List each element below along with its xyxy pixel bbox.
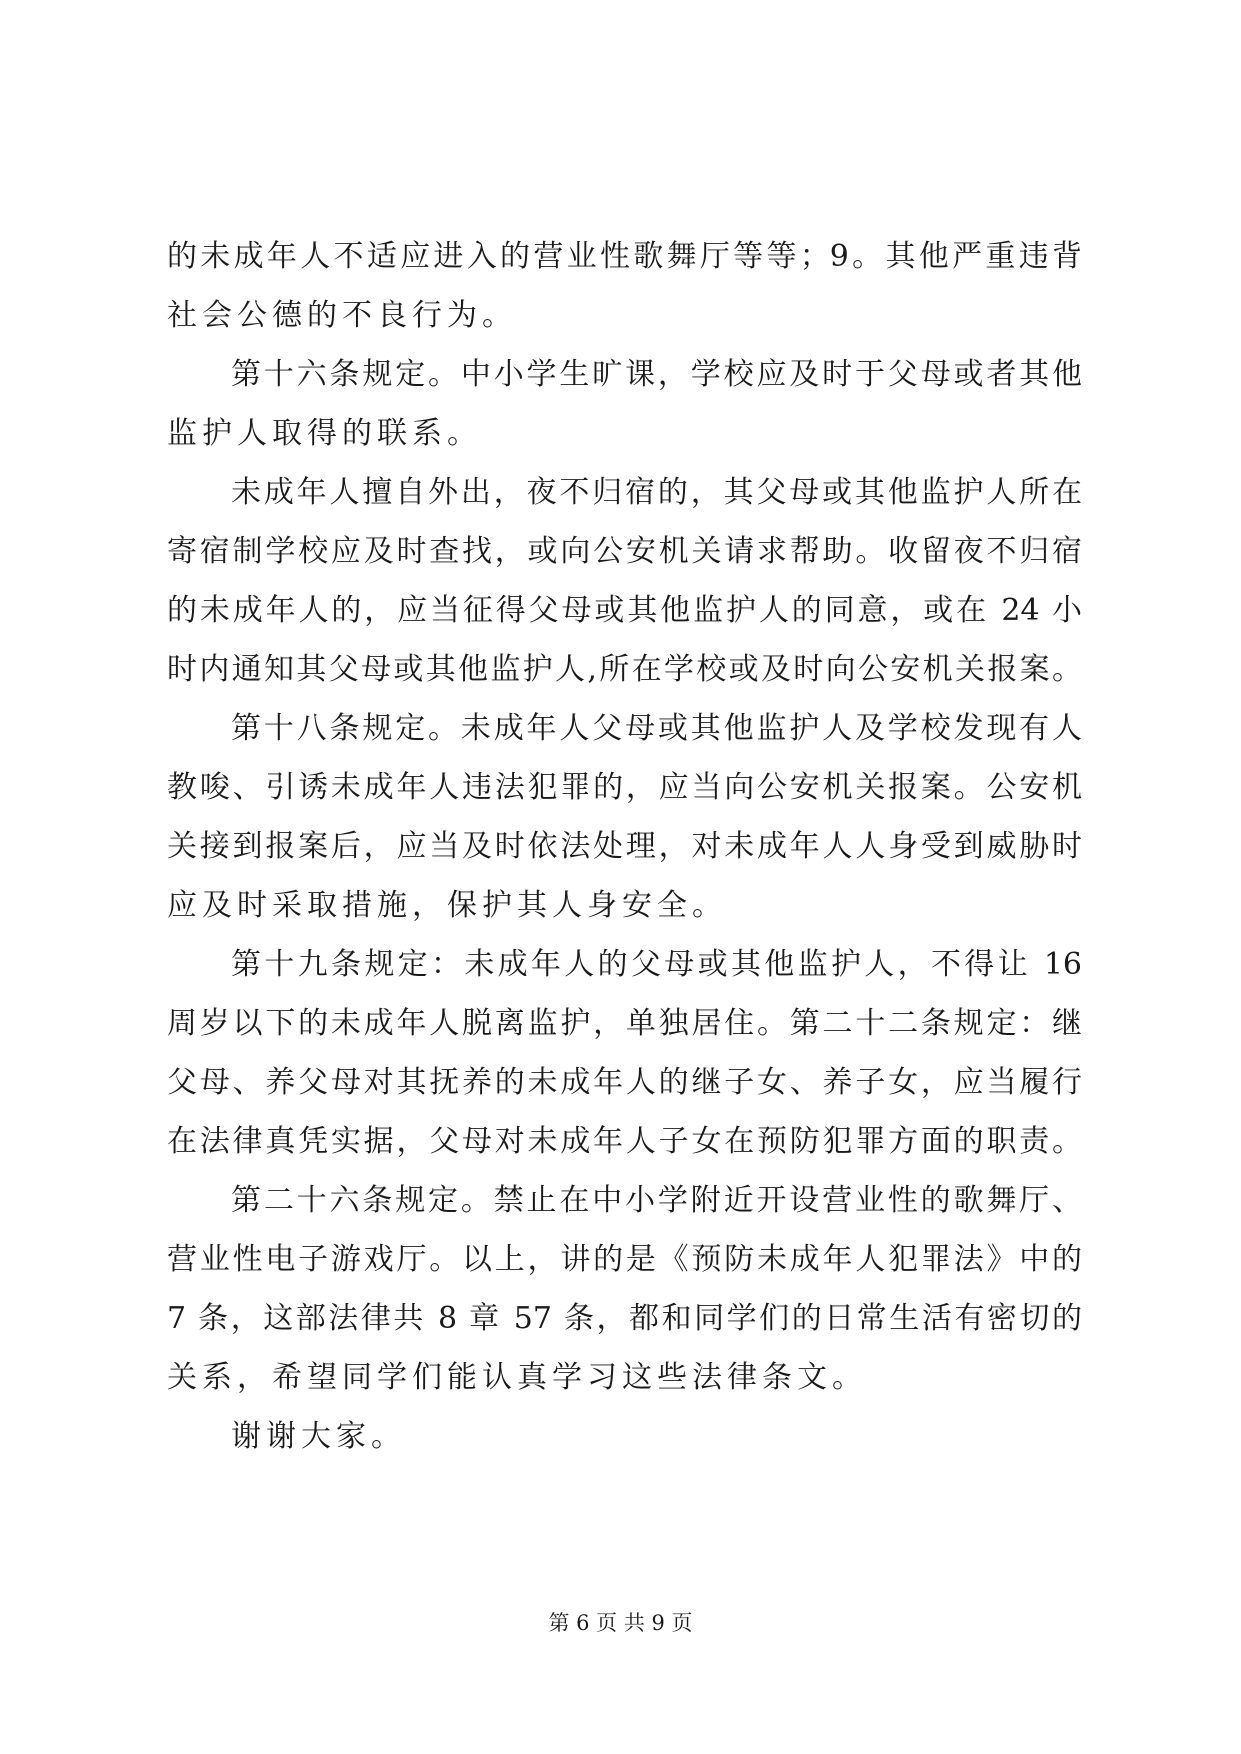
text-line: 寄宿制学校应及时查找，或向公安机关请求帮助。收留夜不归宿	[167, 534, 1082, 569]
text-line: 的未成年人不适应进入的营业性歌舞厅等等；9。其他严重违背	[167, 239, 1082, 274]
document-body	[167, 227, 1082, 1466]
text-line: 关接到报案后，应当及时依法处理，对未成年人人身受到威胁时	[167, 829, 1082, 864]
text-line: 在法律真凭实据，父母对未成年人子女在预防犯罪方面的职责。	[167, 1124, 1082, 1159]
text-line: 关系，希望同学们能认真学习这些法律条文。	[167, 1360, 867, 1395]
text-line: 的未成年人的，应当征得父母或其他监护人的同意，或在 24 小	[167, 593, 1082, 628]
page-number-footer: 第 6 页 共 9 页	[548, 1611, 693, 1635]
text-line: 应及时采取措施，保护其人身安全。	[167, 888, 727, 923]
text-line: 谢谢大家。	[231, 1419, 406, 1454]
text-line: 第二十六条规定。禁止在中小学附近开设营业性的歌舞厅、	[231, 1183, 1082, 1218]
text-line: 时内通知其父母或其他监护人,所在学校或及时向公安机关报案。	[167, 652, 1082, 687]
text-line: 未成年人擅自外出，夜不归宿的，其父母或其他监护人所在	[231, 475, 1082, 510]
text-line: 第十八条规定。未成年人父母或其他监护人及学校发现有人	[231, 711, 1082, 746]
text-line: 教唆、引诱未成年人违法犯罪的，应当向公安机关报案。公安机	[167, 770, 1082, 805]
text-line: 周岁以下的未成年人脱离监护，单独居住。第二十二条规定：继	[167, 1006, 1082, 1041]
text-line: 社会公德的不良行为。	[167, 298, 517, 333]
text-line: 7 条，这部法律共 8 章 57 条，都和同学们的日常生活有密切的	[167, 1301, 1082, 1336]
text-line: 第十六条规定。中小学生旷课，学校应及时于父母或者其他	[231, 357, 1082, 392]
text-line: 父母、养父母对其抚养的未成年人的继子女、养子女，应当履行	[167, 1065, 1082, 1100]
text-line: 营业性电子游戏厅。以上，讲的是《预防未成年人犯罪法》中的	[167, 1242, 1082, 1277]
text-line: 监护人取得的联系。	[167, 416, 482, 451]
text-line: 第十九条规定：未成年人的父母或其他监护人，不得让 16	[231, 947, 1082, 982]
